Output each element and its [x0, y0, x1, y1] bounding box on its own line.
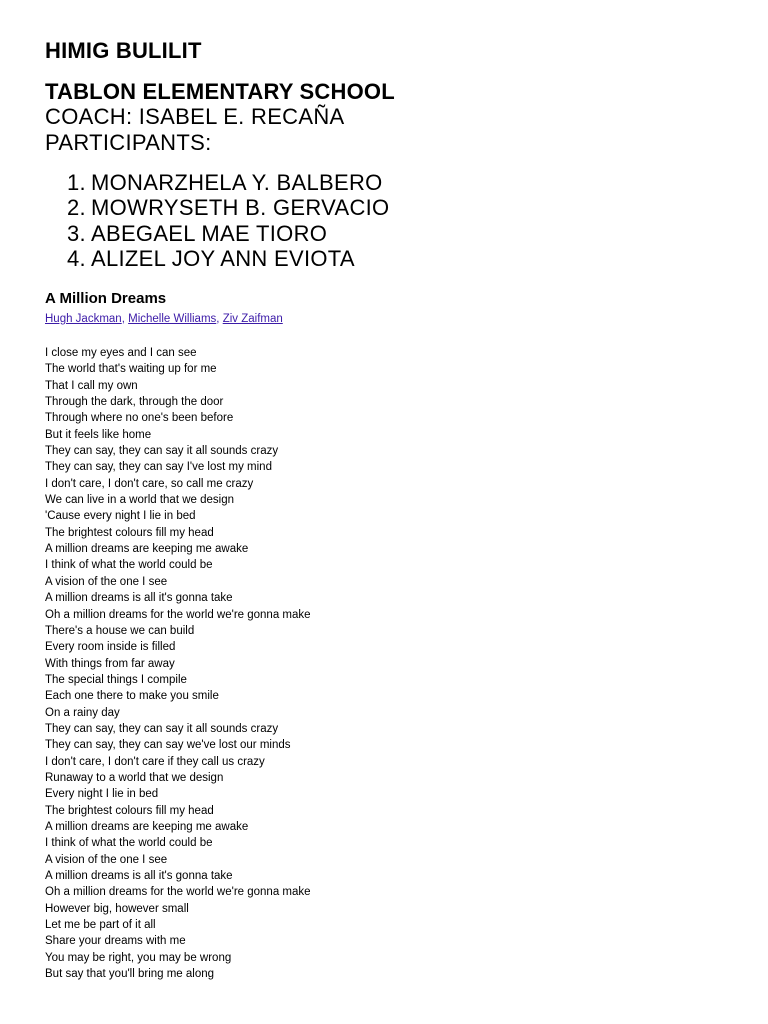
lyric-line: A million dreams is all it's gonna take: [45, 592, 233, 605]
lyric-line: Every room inside is filled: [45, 641, 176, 654]
event-title: HIMIG BULILIT: [45, 38, 202, 63]
artist-link[interactable]: Hugh Jackman: [45, 313, 122, 325]
lyric-line: However big, however small: [45, 902, 189, 915]
lyric-line: You may be right, you may be wrong: [45, 951, 232, 964]
lyric-line: The world that's waiting up for me: [45, 363, 217, 376]
lyric-line: I think of what the world could be: [45, 559, 213, 572]
lyric-line: The brightest colours fill my head: [45, 804, 214, 817]
artist-link[interactable]: Michelle Williams: [128, 313, 217, 325]
lyric-line: They can say, they can say we've lost our minds: [45, 739, 291, 752]
lyric-line: We can live in a world that we design: [45, 494, 234, 507]
lyric-line: Through where no one's been before: [45, 412, 234, 425]
lyric-line: A million dreams are keeping me awake: [45, 543, 249, 556]
participants-list: [67, 170, 389, 271]
participant-name: ALIZEL JOY ANN EVIOTA: [91, 245, 355, 271]
artist-link[interactable]: Ziv Zaifman: [222, 313, 283, 325]
participant-number: 1.: [67, 170, 86, 195]
participants-label: PARTICIPANTS:: [45, 130, 212, 155]
school-name: TABLON ELEMENTARY SCHOOL: [45, 79, 395, 104]
lyric-line: Each one there to make you smile: [45, 690, 219, 703]
lyric-line: The brightest colours fill my head: [45, 526, 214, 539]
lyric-line: They can say, they can say I've lost my mind: [45, 461, 272, 474]
lyric-line: Let me be part of it all: [45, 919, 156, 932]
lyric-line: The special things I compile: [45, 673, 187, 686]
lyric-line: Share your dreams with me: [45, 935, 186, 948]
lyric-line: Through the dark, through the door: [45, 396, 224, 409]
lyric-line: With things from far away: [45, 657, 175, 670]
lyric-line: Oh a million dreams for the world we're gonna make: [45, 608, 311, 621]
participant-name: MONARZHELA Y. BALBERO: [91, 170, 383, 195]
lyric-line: A million dreams are keeping me awake: [45, 820, 249, 833]
lyric-line: But say that you'll bring me along: [45, 968, 215, 981]
lyric-line: On a rainy day: [45, 706, 120, 719]
participant-number: 4.: [67, 245, 86, 271]
song-title: A Million Dreams: [45, 290, 167, 307]
lyric-line: There's a house we can build: [45, 624, 195, 637]
lyric-line: A vision of the one I see: [45, 575, 168, 588]
participant-name: MOWRYSETH B. GERVACIO: [91, 195, 390, 221]
coach-line: COACH: ISABEL E. RECAÑA: [45, 104, 345, 129]
participant-name: ABEGAEL MAE TIORO: [91, 220, 328, 246]
lyric-line: Oh a million dreams for the world we're gonna make: [45, 886, 311, 899]
lyric-line: I close my eyes and I can see: [45, 347, 197, 359]
lyric-line: That I call my own: [45, 379, 138, 392]
lyrics-list: [45, 345, 311, 982]
lyric-line: They can say, they can say it all sounds crazy: [45, 722, 279, 735]
participant-item: [67, 246, 389, 271]
lyric-line: 'Cause every night I lie in bed: [45, 510, 196, 523]
participant-item: [67, 195, 389, 220]
participant-number: 3.: [67, 220, 86, 246]
lyric-line: I don't care, I don't care if they call us crazy: [45, 755, 265, 768]
lyric-line: I think of what the world could be: [45, 837, 213, 850]
artist-links: Hugh Jackman, Michelle Williams, Ziv Zaifman: [45, 313, 283, 325]
lyric-line: Runaway to a world that we design: [45, 771, 224, 784]
participant-number: 2.: [67, 195, 86, 221]
lyric-line: But it feels like home: [45, 428, 152, 441]
lyric-line: They can say, they can say it all sounds crazy: [45, 445, 279, 458]
lyric-line: I don't care, I don't care, so call me crazy: [45, 477, 254, 490]
participant-item: [67, 221, 389, 246]
participant-item: [67, 170, 389, 195]
lyric-line: A million dreams is all it's gonna take: [45, 870, 233, 882]
lyric-line: Every night I lie in bed: [45, 788, 159, 801]
lyric-line: A vision of the one I see: [45, 853, 168, 866]
